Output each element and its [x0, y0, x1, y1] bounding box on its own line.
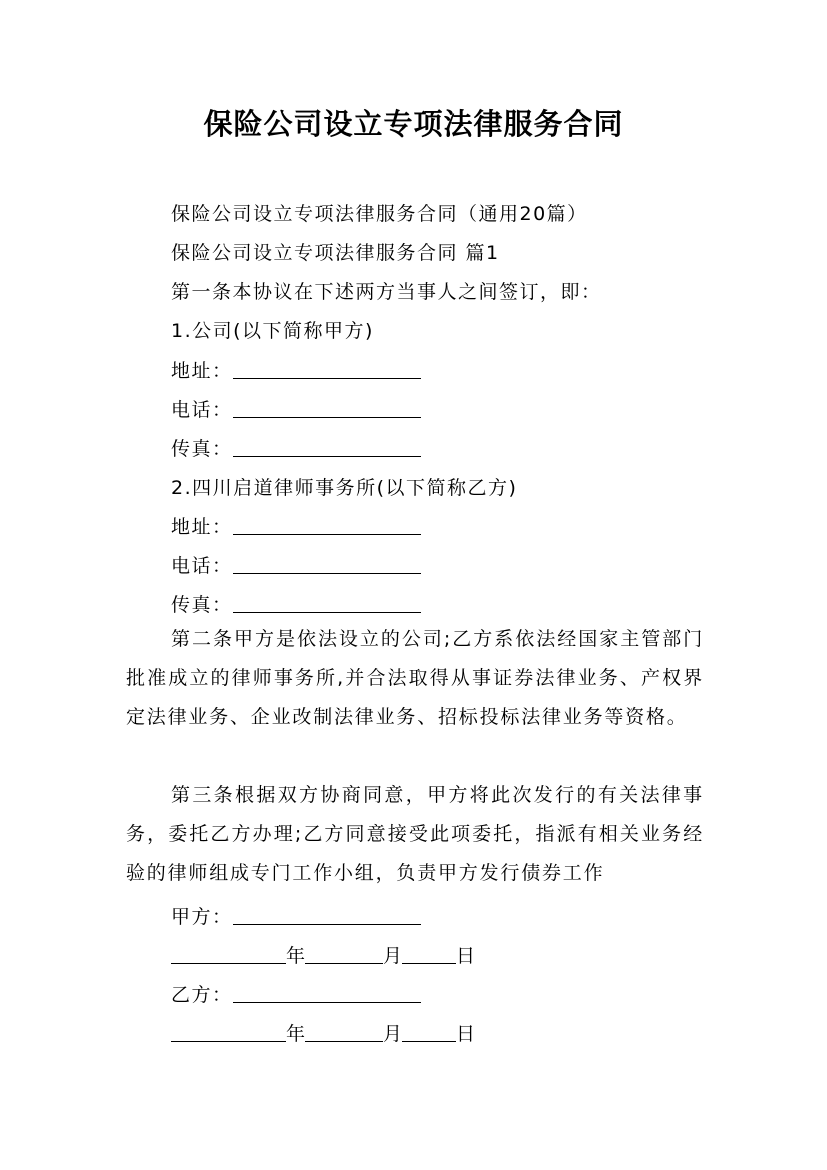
- sign-party-b-blank: [233, 984, 421, 1003]
- date-a-day-blank: [402, 945, 456, 964]
- party-b-phone: [171, 551, 421, 578]
- party-a-address-blank: [233, 360, 421, 379]
- party-b-address-blank: [233, 516, 421, 535]
- party-b-phone-blank: [233, 555, 421, 574]
- party-b-address-label: 地址：: [171, 516, 233, 538]
- party-b-fax-label: 传真：: [171, 594, 233, 616]
- date-a-month-char: 月: [383, 945, 403, 967]
- party-a-phone-blank: [233, 399, 421, 418]
- date-a-year-char: 年: [286, 945, 306, 967]
- sign-party-a-date: [171, 941, 475, 968]
- date-b-day-blank: [402, 1023, 456, 1042]
- sign-party-a-blank: [233, 906, 421, 925]
- document-subtitle: 保险公司设立专项法律服务合同（通用20篇）: [171, 203, 588, 225]
- article-2: 第二条甲方是依法设立的公司;乙方系依法经国家主管部门批准成立的律师事务所,并合法取得从事证券法律业务、产权界定法律业务、企业改制法律业务、招标投标法律业务等资格。: [126, 628, 704, 728]
- party-b-fax-blank: [233, 594, 421, 613]
- sign-party-b-date: [171, 1019, 475, 1046]
- party-a-fax-label: 传真：: [171, 438, 233, 460]
- party-a-phone-label: 电话：: [171, 399, 233, 421]
- party-a-fax: [171, 434, 421, 461]
- document-title: 保险公司设立专项法律服务合同: [203, 107, 624, 141]
- date-b-year-char: 年: [286, 1023, 306, 1045]
- sign-party-b: [171, 980, 421, 1007]
- sign-party-a-label: 甲方：: [171, 906, 233, 928]
- date-a-day-char: 日: [456, 945, 476, 967]
- party-a-address-label: 地址：: [171, 360, 233, 382]
- date-b-month-char: 月: [383, 1023, 403, 1045]
- party-b-heading: 2.四川启道律师事务所(以下简称乙方): [171, 477, 518, 499]
- party-b-phone-label: 电话：: [171, 555, 233, 577]
- party-a-phone: [171, 395, 421, 422]
- party-a-fax-blank: [233, 438, 421, 457]
- date-a-year-blank: [171, 945, 286, 964]
- article-3: 第三条根据双方协商同意，甲方将此次发行的有关法律事务，委托乙方办理;乙方同意接受此项委托，指派有相关业务经验的律师组成专门工作小组，负责甲方发行债券工作: [126, 784, 704, 884]
- date-b-day-char: 日: [456, 1023, 476, 1045]
- article-1: 第一条本协议在下述两方当事人之间签订，即：: [171, 281, 602, 303]
- date-b-month-blank: [305, 1023, 383, 1042]
- sign-party-a: [171, 902, 421, 929]
- party-a-address: [171, 356, 421, 383]
- party-b-fax: [171, 590, 421, 617]
- sign-party-b-label: 乙方：: [171, 984, 233, 1006]
- section-heading: 保险公司设立专项法律服务合同 篇1: [171, 242, 500, 264]
- party-b-address: [171, 512, 421, 539]
- date-b-year-blank: [171, 1023, 286, 1042]
- date-a-month-blank: [305, 945, 383, 964]
- party-a-heading: 1.公司(以下简称甲方): [171, 320, 374, 342]
